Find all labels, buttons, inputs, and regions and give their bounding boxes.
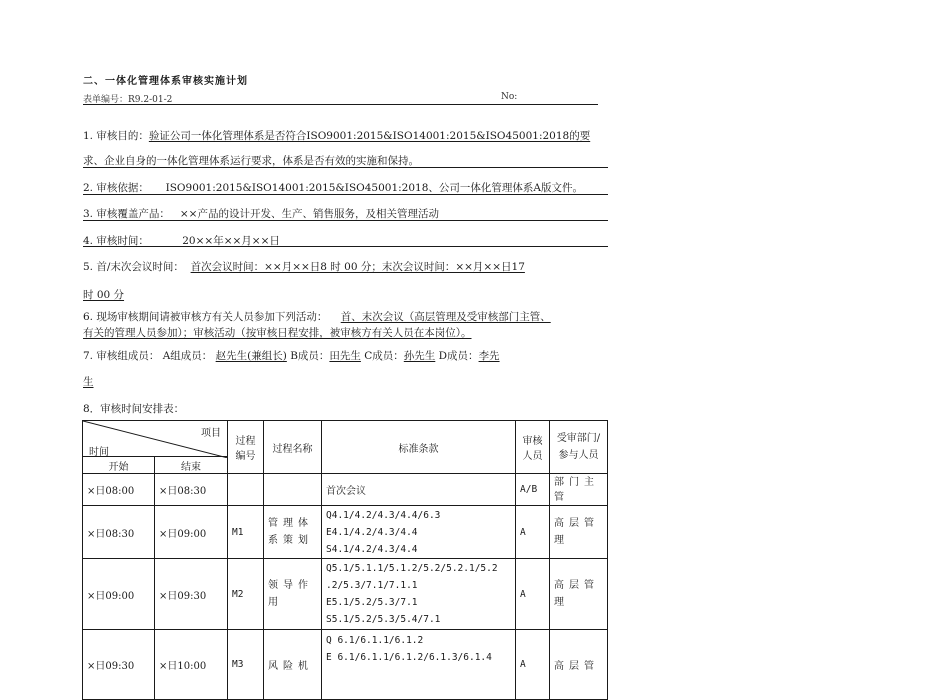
meeting-time (83, 256, 608, 278)
table-row (83, 559, 608, 630)
audit-purpose-text: 验证公司一体化管理体系是否符合ISO9001:2015&ISO14001:2015&ISO45001:2018的要 (148, 130, 591, 142)
schedule-heading-label: 8．审核时间安排表： (83, 403, 185, 415)
clause-line: 首次会议 (326, 486, 366, 497)
audit-team-label: 7. 审核组成员： (83, 350, 160, 362)
clause-line: S5.1/5.2/5.3/5.4/7.1 (326, 614, 441, 625)
meeting-time-cont (83, 284, 608, 306)
cell-dept: 高层管 (550, 630, 608, 700)
cell-start: ×日09:00 (83, 559, 155, 630)
cell-proc-no (228, 474, 264, 506)
form-number-line (83, 92, 598, 105)
clause-line: E5.1/5.2/5.3/7.1 (326, 597, 418, 608)
cell-auditor: A/B (516, 474, 550, 506)
cell-start: ×日08:30 (83, 506, 155, 559)
clause-line: Q5.1/5.1.1/5.1.2/5.2/5.2.1/5.2 (326, 563, 498, 574)
audit-date-label: 4. 审核时间： (83, 235, 149, 247)
section-title: 二、一体化管理体系审核实施计划 (83, 76, 248, 87)
header-item: 项目 (201, 428, 221, 439)
audit-scope (83, 203, 608, 225)
audit-team-cont (83, 371, 608, 393)
audit-scope-text: ××产品的设计开发、生产、销售服务，及相关管理活动 (179, 208, 439, 220)
cell-proc-name (264, 474, 322, 506)
table-row (83, 506, 608, 559)
underline (83, 220, 608, 221)
table-row (83, 474, 608, 506)
cell-clauses (322, 559, 516, 630)
form-number: 表单编号：R9.2-01-2 (83, 95, 173, 105)
audit-basis-text: ISO9001:2015&ISO14001:2015&ISO45001:2018、公司一体化管理体系A版文件。 (165, 182, 583, 194)
cell-auditor: A (516, 630, 550, 700)
header-auditor: 审核人员 (516, 421, 550, 474)
team-b-name: 田先生 (329, 350, 361, 362)
cell-start: ×日08:00 (83, 474, 155, 506)
audit-basis (83, 177, 608, 199)
cell-proc-name: 管理体系策划 (264, 506, 322, 559)
header-time: 时间 (89, 447, 109, 458)
team-c-name: 孙先生 (403, 350, 436, 362)
serial-number-label: No: (501, 92, 518, 102)
audit-basis-label: 2. 审核依据： (83, 182, 149, 194)
cell-end: ×日09:00 (155, 506, 228, 559)
header-proc-no: 过程编号 (228, 421, 264, 474)
team-a-label: A组成员： (162, 350, 213, 362)
underline (83, 246, 608, 247)
header-proc-name: 过程名称 (264, 421, 322, 474)
cell-dept: 高层管理 (550, 506, 608, 559)
audit-purpose (83, 125, 608, 147)
team-d-label: D成员： (438, 350, 479, 362)
table-row (83, 630, 608, 700)
cell-dept: 部门主管 (550, 474, 608, 506)
schedule-heading (83, 398, 608, 420)
cell-end: ×日10:00 (155, 630, 228, 700)
header-end: 结束 (155, 457, 228, 474)
participants-cont (83, 322, 608, 344)
cell-proc-no: M3 (228, 630, 264, 700)
clause-line: .2/5.3/7.1/7.1.1 (326, 580, 418, 591)
diagonal-header-cell (83, 421, 228, 457)
team-d-name-cont: 生 (83, 376, 94, 388)
cell-end: ×日09:30 (155, 559, 228, 630)
underline (83, 194, 608, 195)
audit-purpose-cont (83, 150, 608, 172)
audit-scope-label: 3. 审核覆盖产品： (83, 208, 170, 220)
cell-auditor: A (516, 559, 550, 630)
header-clauses: 标准条款 (322, 421, 516, 474)
meeting-time-text-cont: 时 00 分 (83, 289, 125, 301)
table-header-row (83, 421, 608, 457)
header-dept: 受审部门/参与人员 (550, 421, 608, 474)
cell-start: ×日09:30 (83, 630, 155, 700)
team-d-name: 李先 (478, 350, 500, 362)
audit-date-text: 20××年××月××日 (182, 235, 280, 247)
clause-line: Q4.1/4.2/4.3/4.4/6.3 (326, 509, 441, 521)
cell-proc-name: 领导作用 (264, 559, 322, 630)
underline (83, 167, 608, 168)
audit-date (83, 230, 608, 252)
cell-auditor: A (516, 506, 550, 559)
cell-clauses (322, 506, 516, 559)
audit-team (83, 345, 608, 367)
team-c-label: C成员： (364, 350, 404, 362)
participants-text-cont: 有关的管理人员参加）；审核活动（按审核日程安排，被审核方有关人员在本岗位）。 (83, 327, 472, 339)
team-a-name: 赵先生(兼组长) (215, 350, 287, 362)
team-b-label: B成员： (290, 350, 330, 362)
participants-label: 6. 现场审核期间请被审核方有关人员参加下列活动： (83, 311, 328, 323)
clause-line: E 6.1/6.1.1/6.1.2/6.1.3/6.1.4 (326, 652, 492, 663)
cell-clauses (322, 630, 516, 700)
clause-line: E4.1/4.2/4.3/4.4 (326, 526, 418, 538)
cell-dept: 高层管理 (550, 559, 608, 630)
cell-end: ×日08:30 (155, 474, 228, 506)
cell-proc-no: M2 (228, 559, 264, 630)
participants-text: 首、末次会议（高层管理及受审核部门主管、 (340, 311, 551, 323)
header-start: 开始 (83, 457, 155, 474)
clause-line: Q 6.1/6.1.1/6.1.2 (326, 635, 424, 646)
cell-proc-name: 风险机 (264, 630, 322, 700)
clause-line: S4.1/4.2/4.3/4.4 (326, 543, 418, 555)
audit-purpose-text-cont: 求、企业自身的一体化管理体系运行要求，体系是否有效的实施和保持。 (83, 155, 419, 167)
audit-schedule-table (82, 420, 608, 700)
meeting-time-text: 首次会议时间：××月××日8 时 00 分；末次会议时间：××月××日17 (190, 261, 525, 273)
cell-proc-no: M1 (228, 506, 264, 559)
audit-purpose-label: 1. 审核目的： (83, 130, 149, 142)
meeting-time-label: 5. 首/末次会议时间： (83, 261, 184, 273)
cell-clauses (322, 474, 516, 506)
